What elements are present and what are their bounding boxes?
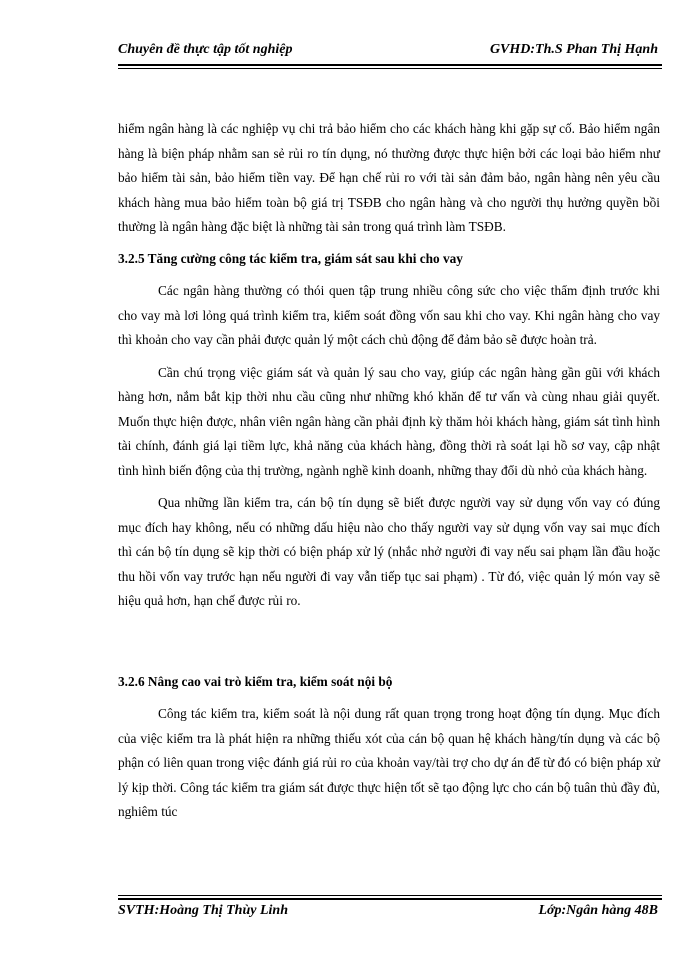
section-heading-3-2-5: 3.2.5 Tăng cường công tác kiểm tra, giám sát sau khi cho vay xyxy=(118,250,463,266)
paragraph-monitoring-focus: Cần chú trọng việc giám sát và quản lý sau cho vay, giúp các ngân hàng gần gũi với khách hàng hơn, nắm bắt kịp thời nhu cầu cũng như những khó khăn để tư vấn và cùng nhau giải quyết. Muốn thực hiện được, nhân viên ngân hàng cần phải định kỳ thăm hỏi khách hàng, giám sát tình hình tài chính, đánh giá lại tiềm lực, khả năng của khách hàng, đồng thời rà soát lại hồ sơ vay, cập nhật tình hình biến động của thị trường, ngành nghề kinh doanh, những thay đổi dù nhỏ của khách hàng. xyxy=(118,364,660,478)
page-header xyxy=(118,40,660,64)
paragraph-internal-control: Công tác kiểm tra, kiểm soát là nội dung rất quan trọng trong hoạt động tín dụng. Mục đích của việc kiểm tra là phát hiện ra những thiếu xót của cán bộ quan hệ khách hàng/tín dụng và các bộ phận có liên quan trong việc đánh giá rủi ro của khoản vay/tài trợ cho dự án để từ đó có biện pháp xử lý kịp thời. Công tác kiểm tra giám sát được thực hiện tốt sẽ tạo động lực cho cán bộ tuân thủ đầy đủ, nghiêm túc xyxy=(118,706,660,819)
footer-rule-thick xyxy=(118,898,662,900)
paragraph-inspection: Qua những lần kiểm tra, cán bộ tín dụng sẽ biết được người vay sử dụng vốn vay có đúng mục đích hay không, nếu có những dấu hiệu nào cho thấy người vay sử dụng vốn vay sai mục đích thì cán bộ tín dụng sẽ kịp thời có biện pháp xử lý (nhắc nhở người đi vay nếu sai phạm lần đầu hoặc thu hồi vốn vay trước hạn nếu người đi vay vẫn tiếp tục sai phạm) . Từ đó, việc quản lý món vay sẽ hiệu quả hơn, hạn chế được rủi ro. xyxy=(118,495,660,608)
section-heading-3-2-6: 3.2.6 Nâng cao vai trò kiểm tra, kiểm soát nội bộ xyxy=(118,673,393,689)
header-title: Chuyên đề thực tập tốt nghiệp xyxy=(118,42,293,57)
footer-student: SVTH:Hoàng Thị Thùy Linh xyxy=(118,903,288,918)
footer-rule-thin xyxy=(118,895,662,896)
header-advisor: GVHD:Th.S Phan Thị Hạnh xyxy=(489,42,658,57)
header-rule-thick xyxy=(118,64,662,66)
footer-class: Lớp:Ngân hàng 48B xyxy=(538,903,658,918)
paragraph-monitoring-habit: Các ngân hàng thường có thói quen tập trung nhiều công sức cho việc thẩm định trước khi cho vay mà lơi lỏng quá trình kiểm tra, kiểm soát đồng vốn sau khi cho vay. Khi ngân hàng cho vay thì khoản cho vay cần phải được quản lý một cách chủ động để đảm bảo sẽ được hoàn trả. xyxy=(118,283,660,347)
paragraph-insurance: hiểm ngân hàng là các nghiệp vụ chi trả bảo hiểm cho các khách hàng khi gặp sự cố. Bảo hiểm ngân hàng là biện pháp nhằm san sẻ rủi ro tín dụng, nó thường được thực hiện bởi các loại bảo hiểm như bảo hiểm tài sản, bảo hiểm tiền vay. Để hạn chế rủi ro với tài sản đảm bảo, ngân hàng nên yêu cầu khách hàng mua bảo hiểm toàn bộ giá trị TSĐB cho ngân hàng và cho người thụ hưởng quyền bồi thường là ngân hàng đặc biệt là những tài sản trong quá trình làm TSĐB. xyxy=(118,121,660,234)
header-rule-thin xyxy=(118,68,662,69)
document-body xyxy=(118,117,660,825)
